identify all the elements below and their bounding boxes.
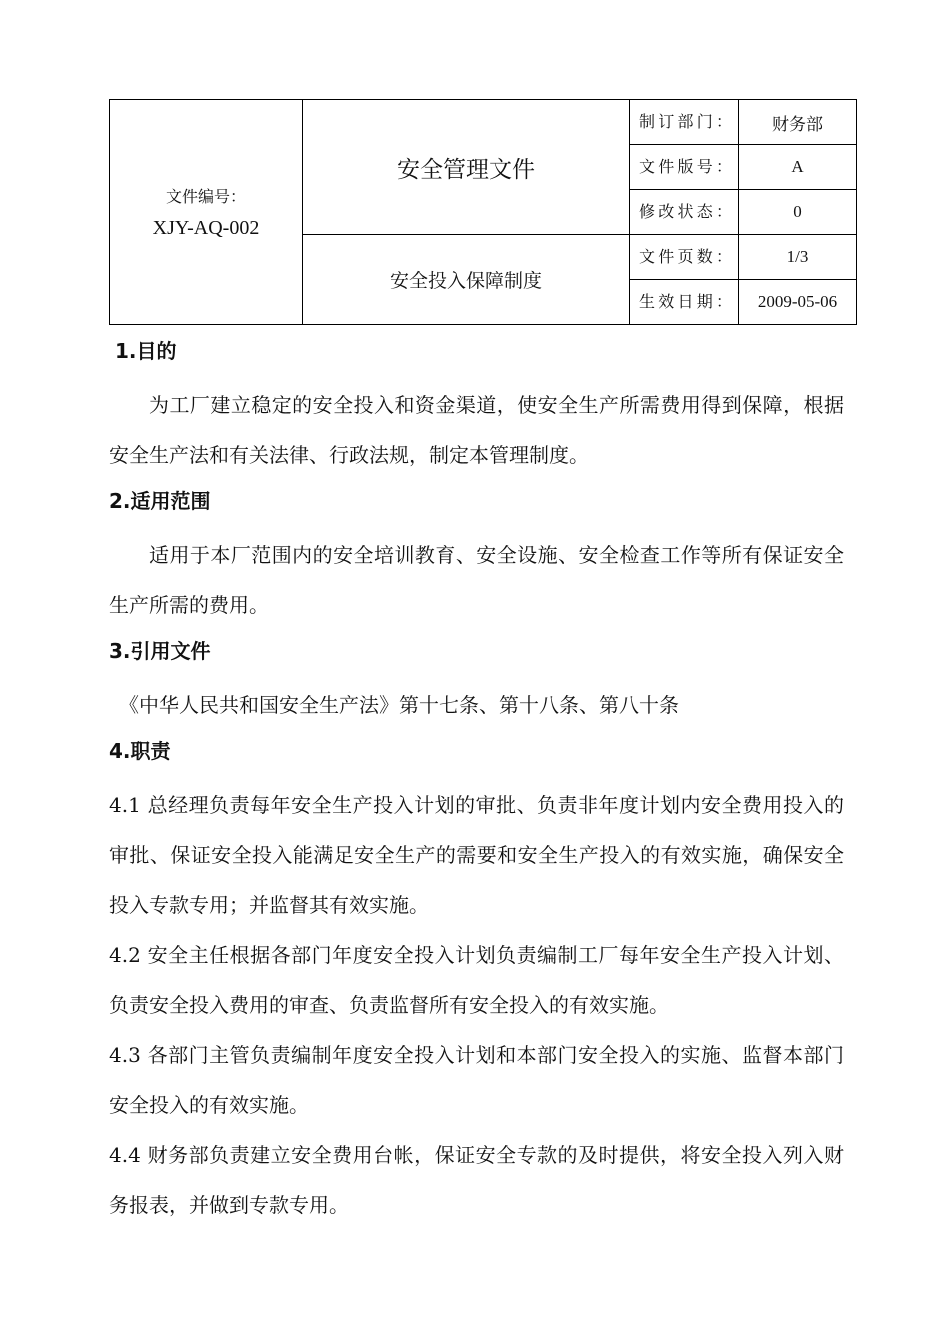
responsibility-item: 4.2 安全主任根据各部门年度安全投入计划负责编制工厂每年安全生产投入计划、负责安全投入费用的审查、负责监督所有安全投入的有效实施。 [109,943,844,1017]
field-value-cell [739,235,857,280]
field-value-effective-date: 2009-05-06 [757,292,838,311]
field-label-cell [630,235,739,280]
document-header-table [109,99,857,325]
responsibility-item: 4.1 总经理负责每年安全生产投入计划的审批、负责非年度计划内安全费用投入的审批、保证安全投入能满足安全生产的需要和安全生产投入的有效实施，确保安全投入专款专用；并监督其有效实施。 [109,793,844,917]
field-label-cell [630,100,739,145]
sub-title-cell [303,235,630,325]
sub-title: 安全投入保障制度 [389,270,542,292]
field-label-dept: 制订部门： [639,112,732,131]
doc-number-value: XJY-AQ-002 [152,217,260,239]
section-paragraph-purpose: 为工厂建立稳定的安全投入和资金渠道，使安全生产所需费用得到保障，根据安全生产法和有关法律、行政法规，制定本管理制度。 [109,393,844,467]
field-value-cell [739,145,857,190]
doc-number-label: 文件编号： [165,187,246,206]
section-heading-scope: 2.适用范围 [109,489,211,513]
doc-number-cell [110,100,303,325]
field-value-cell [739,280,857,325]
field-label-cell [630,280,739,325]
field-value-pages: 1/3 [786,247,809,266]
main-title-cell [303,100,630,235]
field-value-version: A [791,157,804,176]
section-heading-purpose: 1.目的 [115,339,177,363]
field-value-revision: 0 [793,202,802,221]
field-value-dept: 财务部 [772,114,823,135]
document-body [109,330,844,1230]
section-heading-responsibilities: 4.职责 [109,739,171,763]
main-title: 安全管理文件 [397,156,535,183]
field-label-revision: 修改状态： [639,202,732,221]
field-label-pages: 文件页数： [639,247,732,266]
section-paragraph-references: 《中华人民共和国安全生产法》第十七条、第十八条、第八十条 [119,693,679,717]
field-label-version: 文件版号： [639,157,732,176]
responsibility-item: 4.3 各部门主管负责编制年度安全投入计划和本部门安全投入的实施、监督本部门安全投入的有效实施。 [109,1043,844,1117]
section-paragraph-scope: 适用于本厂范围内的安全培训教育、安全设施、安全检查工作等所有保证安全生产所需的费用。 [109,543,844,617]
field-value-cell [739,190,857,235]
field-label-cell [630,145,739,190]
field-label-effective-date: 生效日期： [639,292,732,311]
field-label-cell [630,190,739,235]
responsibility-item: 4.4 财务部负责建立安全费用台帐，保证安全专款的及时提供，将安全投入列入财务报表，并做到专款专用。 [109,1143,844,1217]
section-heading-references: 3.引用文件 [109,639,211,663]
field-value-cell [739,100,857,145]
